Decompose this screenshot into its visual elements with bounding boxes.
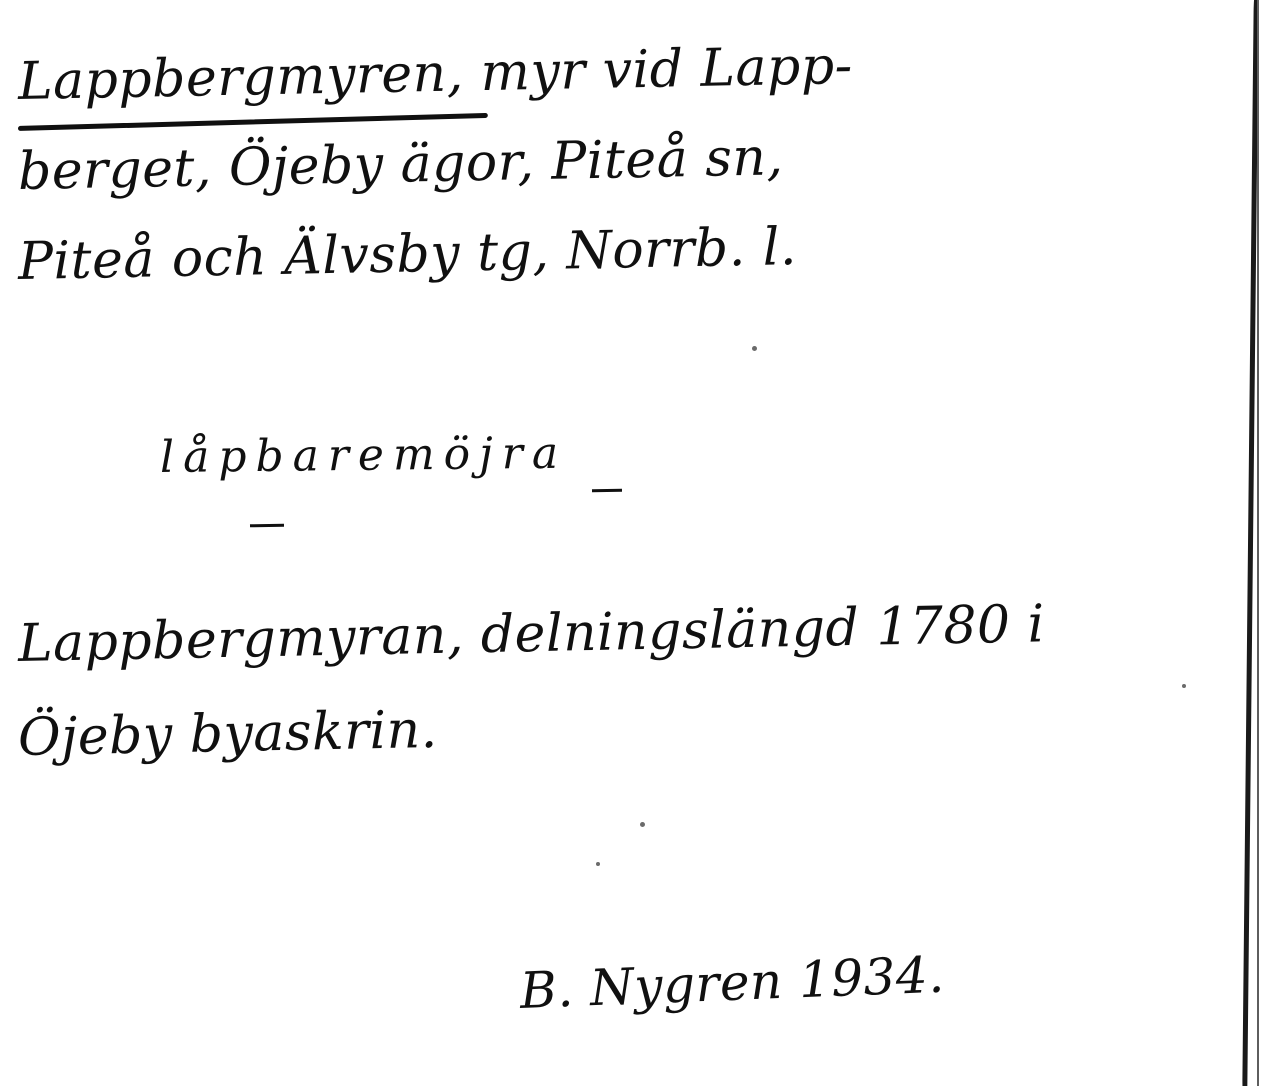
phonetic-underline-a <box>250 524 284 528</box>
phonetic-form: låpbaremöjra <box>159 427 568 483</box>
ink-speck <box>1182 684 1186 688</box>
ink-speck <box>752 346 757 351</box>
source-note-line-2: Öjeby byaskrin. <box>17 699 439 768</box>
phonetic-underline-o <box>592 489 622 493</box>
source-note-line-1: Lappbergmyran, delningslängd 1780 i <box>17 594 1046 674</box>
ink-speck <box>596 862 600 866</box>
entry-line-3: Piteå och Älvsby tg, Norrb. l. <box>17 217 798 292</box>
page-edge-shadow <box>1240 0 1266 1086</box>
headword-underline <box>18 113 488 131</box>
signature: B. Nygren 1934. <box>518 945 946 1020</box>
entry-line-2: berget, Öjeby ägor, Piteå sn, <box>17 127 784 202</box>
ink-speck <box>640 822 645 827</box>
entry-line-1: Lappbergmyren, myr vid Lapp- <box>17 35 854 112</box>
